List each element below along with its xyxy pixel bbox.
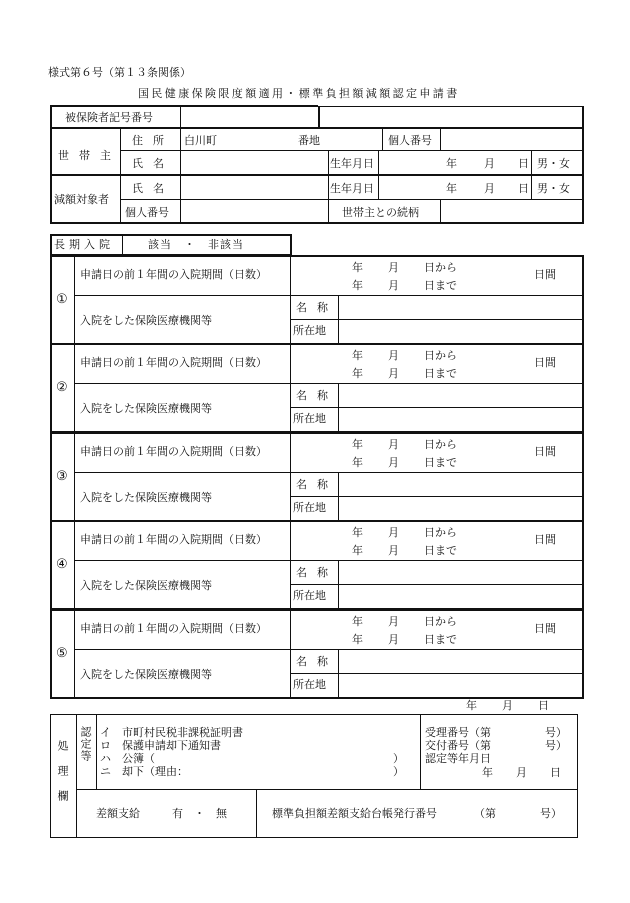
long-term-choice[interactable]: 該当 ・ 非該当 [148, 238, 244, 251]
issue-go: 号） [545, 739, 567, 752]
long-term-label: 長期入院 [54, 238, 114, 251]
target-name-label: 氏名 [132, 182, 174, 195]
period-label: 申請日の前１年間の入院期間（日数） [80, 268, 267, 281]
period-label: 申請日の前１年間の入院期間（日数） [80, 622, 267, 635]
from-month: 月 [388, 526, 399, 539]
institution-location-field[interactable] [340, 586, 582, 606]
period-field[interactable] [292, 434, 582, 471]
institution-location-label: 所在地 [293, 412, 326, 425]
to-day: 日まで [424, 456, 457, 469]
period-label: 申請日の前１年間の入院期間（日数） [80, 533, 267, 546]
target-relation-label: 世帯主との続柄 [342, 206, 419, 219]
head-name-label: 氏名 [132, 157, 174, 170]
from-year: 年 [352, 261, 363, 274]
receipt-number-label: 受理番号（第 [425, 726, 491, 739]
from-day: 日から [424, 261, 457, 274]
from-month: 月 [388, 349, 399, 362]
cert-day: 日 [550, 766, 561, 779]
target-year-label: 年 [446, 182, 457, 195]
form-title: 国民健康保険限度額適用・標準負担額減額認定申請書 [138, 87, 460, 100]
diff-label: 差額支給 [96, 807, 140, 820]
head-label: 世帯主 [58, 149, 121, 162]
to-year: 年 [352, 456, 363, 469]
stay-number: ① [56, 292, 68, 307]
from-month: 月 [388, 615, 399, 628]
head-individual-number-label: 個人番号 [388, 134, 432, 147]
issue-number-label: 交付番号（第 [425, 739, 491, 752]
head-address-field[interactable] [181, 129, 381, 149]
cert-month: 月 [516, 766, 527, 779]
institution-name-label: 名称 [296, 566, 338, 579]
insured-number-field[interactable] [181, 107, 317, 126]
item-ha-close: ） [393, 752, 404, 765]
head-address-town: 白川町 [184, 134, 217, 147]
head-day-label: 日 [518, 157, 529, 170]
form-number: 様式第６号（第１３条関係） [48, 66, 191, 79]
head-year-label: 年 [446, 157, 457, 170]
item-ni[interactable]: ニ 却下（理由： [100, 765, 188, 778]
institution-label: 入院をした保険医療機関等 [80, 314, 212, 327]
from-day: 日から [424, 615, 457, 628]
ledger-no: （第 [474, 807, 496, 820]
to-year: 年 [352, 279, 363, 292]
cert-year: 年 [482, 766, 493, 779]
period-label: 申請日の前１年間の入院期間（日数） [80, 445, 267, 458]
target-month-label: 月 [484, 182, 495, 195]
to-day: 日まで [424, 367, 457, 380]
head-address-label: 住所 [132, 134, 174, 147]
diff-choice[interactable]: 有 ・ 無 [172, 807, 227, 820]
from-year: 年 [352, 526, 363, 539]
target-birthdate-label: 生年月日 [330, 182, 374, 195]
head-name-field[interactable] [181, 151, 327, 173]
target-name-field[interactable] [181, 176, 327, 198]
processing-label: 処理欄 [56, 740, 69, 815]
from-day: 日から [424, 526, 457, 539]
item-i[interactable]: イ 市町村民税非課税証明書 [100, 726, 243, 739]
institution-name-label: 名称 [296, 655, 338, 668]
institution-location-field[interactable] [340, 498, 582, 518]
institution-location-label: 所在地 [293, 501, 326, 514]
institution-location-label: 所在地 [293, 589, 326, 602]
days-label: 日間 [534, 533, 556, 546]
institution-location-field[interactable] [340, 321, 582, 341]
to-year: 年 [352, 544, 363, 557]
days-label: 日間 [534, 356, 556, 369]
days-label: 日間 [534, 622, 556, 635]
receipt-go: 号） [545, 726, 567, 739]
days-label: 日間 [534, 268, 556, 281]
from-year: 年 [352, 349, 363, 362]
head-month-label: 月 [484, 157, 495, 170]
to-month: 月 [388, 544, 399, 557]
institution-location-label: 所在地 [293, 324, 326, 337]
target-relation-field[interactable] [441, 201, 583, 222]
institution-name-label: 名称 [296, 389, 338, 402]
ledger-go: 号） [540, 807, 562, 820]
target-gender[interactable]: 男・女 [537, 182, 570, 195]
nintei-label: 認定等 [79, 726, 92, 762]
target-individual-number-field[interactable] [181, 200, 327, 222]
period-field[interactable] [292, 257, 582, 294]
from-year: 年 [352, 615, 363, 628]
head-gender[interactable]: 男・女 [537, 157, 570, 170]
institution-name-field[interactable] [340, 297, 582, 318]
to-month: 月 [388, 279, 399, 292]
days-label: 日間 [534, 445, 556, 458]
item-ro[interactable]: ロ 保護申請却下通知書 [100, 739, 221, 752]
institution-name-field[interactable] [340, 474, 582, 495]
to-year: 年 [352, 367, 363, 380]
stay-number: ③ [56, 469, 68, 484]
from-year: 年 [352, 438, 363, 451]
period-field[interactable] [292, 611, 582, 648]
stay-number: ④ [56, 557, 68, 572]
to-month: 月 [388, 633, 399, 646]
cert-date-label: 認定等年月日 [425, 752, 491, 765]
institution-label: 入院をした保険医療機関等 [80, 579, 212, 592]
institution-name-field[interactable] [340, 385, 582, 406]
head-individual-number-field[interactable] [441, 129, 583, 149]
stay-number: ② [56, 380, 68, 395]
institution-label: 入院をした保険医療機関等 [80, 491, 212, 504]
institution-name-field[interactable] [340, 651, 582, 672]
institution-name-label: 名称 [296, 301, 338, 314]
institution-name-field[interactable] [340, 562, 582, 583]
to-month: 月 [388, 456, 399, 469]
institution-location-label: 所在地 [293, 678, 326, 691]
institution-location-field[interactable] [340, 409, 582, 429]
insured-number-label: 被保険者記号番号 [65, 111, 153, 124]
date-year-label: 年 [466, 699, 477, 712]
institution-location-field[interactable] [340, 675, 582, 695]
from-day: 日から [424, 438, 457, 451]
date-day-label: 日 [538, 699, 549, 712]
target-label: 減額対象者 [54, 193, 109, 206]
target-day-label: 日 [518, 182, 529, 195]
to-year: 年 [352, 633, 363, 646]
item-ni-close: ） [393, 765, 404, 778]
head-birthdate-label: 生年月日 [330, 157, 374, 170]
date-month-label: 月 [502, 699, 513, 712]
target-individual-number-label: 個人番号 [125, 206, 169, 219]
period-field[interactable] [292, 345, 582, 382]
institution-label: 入院をした保険医療機関等 [80, 668, 212, 681]
to-day: 日まで [424, 544, 457, 557]
from-month: 月 [388, 261, 399, 274]
institution-name-label: 名称 [296, 478, 338, 491]
to-day: 日まで [424, 279, 457, 292]
to-day: 日まで [424, 633, 457, 646]
ledger-label: 標準負担額差額支給台帳発行番号 [272, 807, 437, 820]
institution-label: 入院をした保険医療機関等 [80, 402, 212, 415]
from-month: 月 [388, 438, 399, 451]
period-label: 申請日の前１年間の入院期間（日数） [80, 356, 267, 369]
period-field[interactable] [292, 522, 582, 559]
to-month: 月 [388, 367, 399, 380]
head-address-banchi: 番地 [298, 134, 320, 147]
stay-number: ⑤ [56, 646, 68, 661]
item-ha[interactable]: ハ 公簿（ [100, 752, 155, 765]
from-day: 日から [424, 349, 457, 362]
